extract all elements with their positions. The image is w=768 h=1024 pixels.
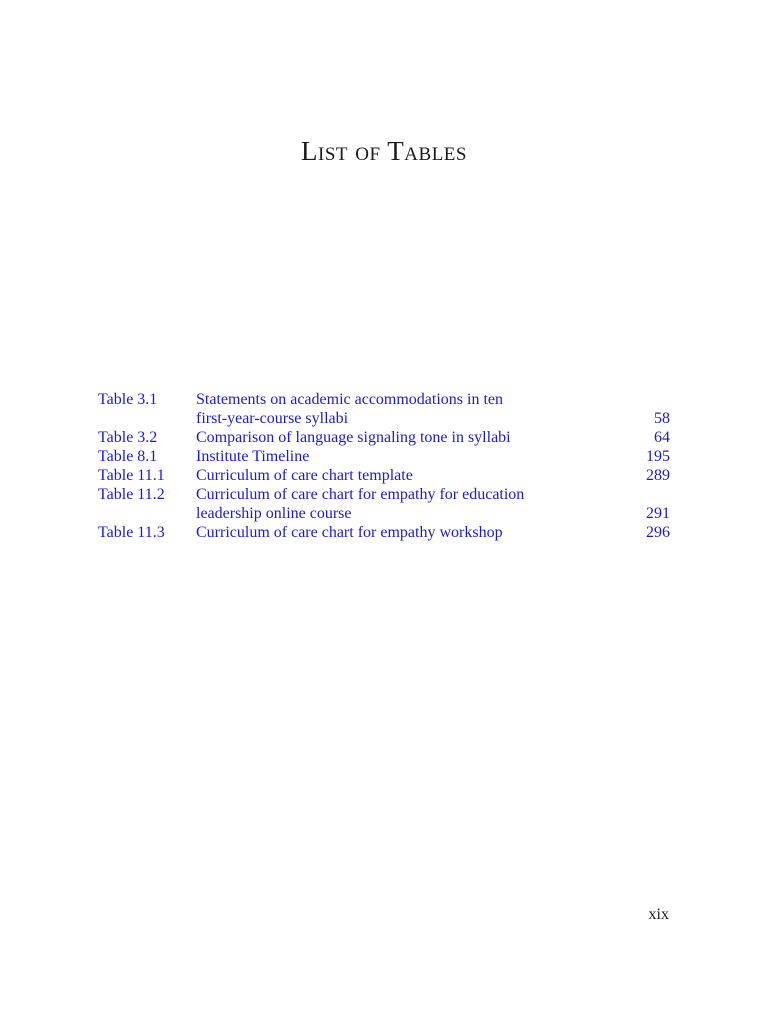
table-number[interactable]: Table 11.2 <box>98 486 165 503</box>
table-entry-11-2[interactable] <box>98 485 670 523</box>
table-entry-8-1[interactable] <box>98 447 670 466</box>
table-title[interactable]: Curriculum of care chart for empathy for education <box>196 486 525 503</box>
table-number[interactable]: Table 11.3 <box>98 524 165 541</box>
table-title[interactable]: Curriculum of care chart template <box>196 467 413 484</box>
table-page-number[interactable]: 289 <box>646 467 670 484</box>
table-page-number[interactable]: 291 <box>646 505 670 522</box>
table-number[interactable]: Table 8.1 <box>98 448 158 465</box>
table-number[interactable]: Table 3.1 <box>98 391 158 408</box>
table-number[interactable]: Table 11.1 <box>98 467 165 484</box>
table-title[interactable]: Institute Timeline <box>196 448 310 465</box>
table-title-continued[interactable]: leadership online course <box>196 505 352 522</box>
table-entry-3-1[interactable] <box>98 390 670 428</box>
table-title[interactable]: Curriculum of care chart for empathy workshop <box>196 524 503 541</box>
table-title[interactable]: Comparison of language signaling tone in syllabi <box>196 429 511 446</box>
table-title-continued[interactable]: first-year-course syllabi <box>196 410 349 427</box>
folio-page-number: xix <box>648 906 669 923</box>
table-page-number[interactable]: 64 <box>654 429 670 446</box>
table-title[interactable]: Statements on academic accommodations in ten <box>196 391 504 408</box>
list-of-tables <box>98 390 670 542</box>
table-page-number[interactable]: 296 <box>646 524 670 541</box>
table-number[interactable]: Table 3.2 <box>98 429 158 446</box>
table-page-number[interactable]: 58 <box>654 410 670 427</box>
page-title: List of Tables <box>301 136 467 166</box>
table-entry-11-1[interactable] <box>98 466 670 485</box>
table-entry-11-3[interactable] <box>98 523 670 542</box>
table-page-number[interactable]: 195 <box>646 448 670 465</box>
table-entry-3-2[interactable] <box>98 428 670 447</box>
